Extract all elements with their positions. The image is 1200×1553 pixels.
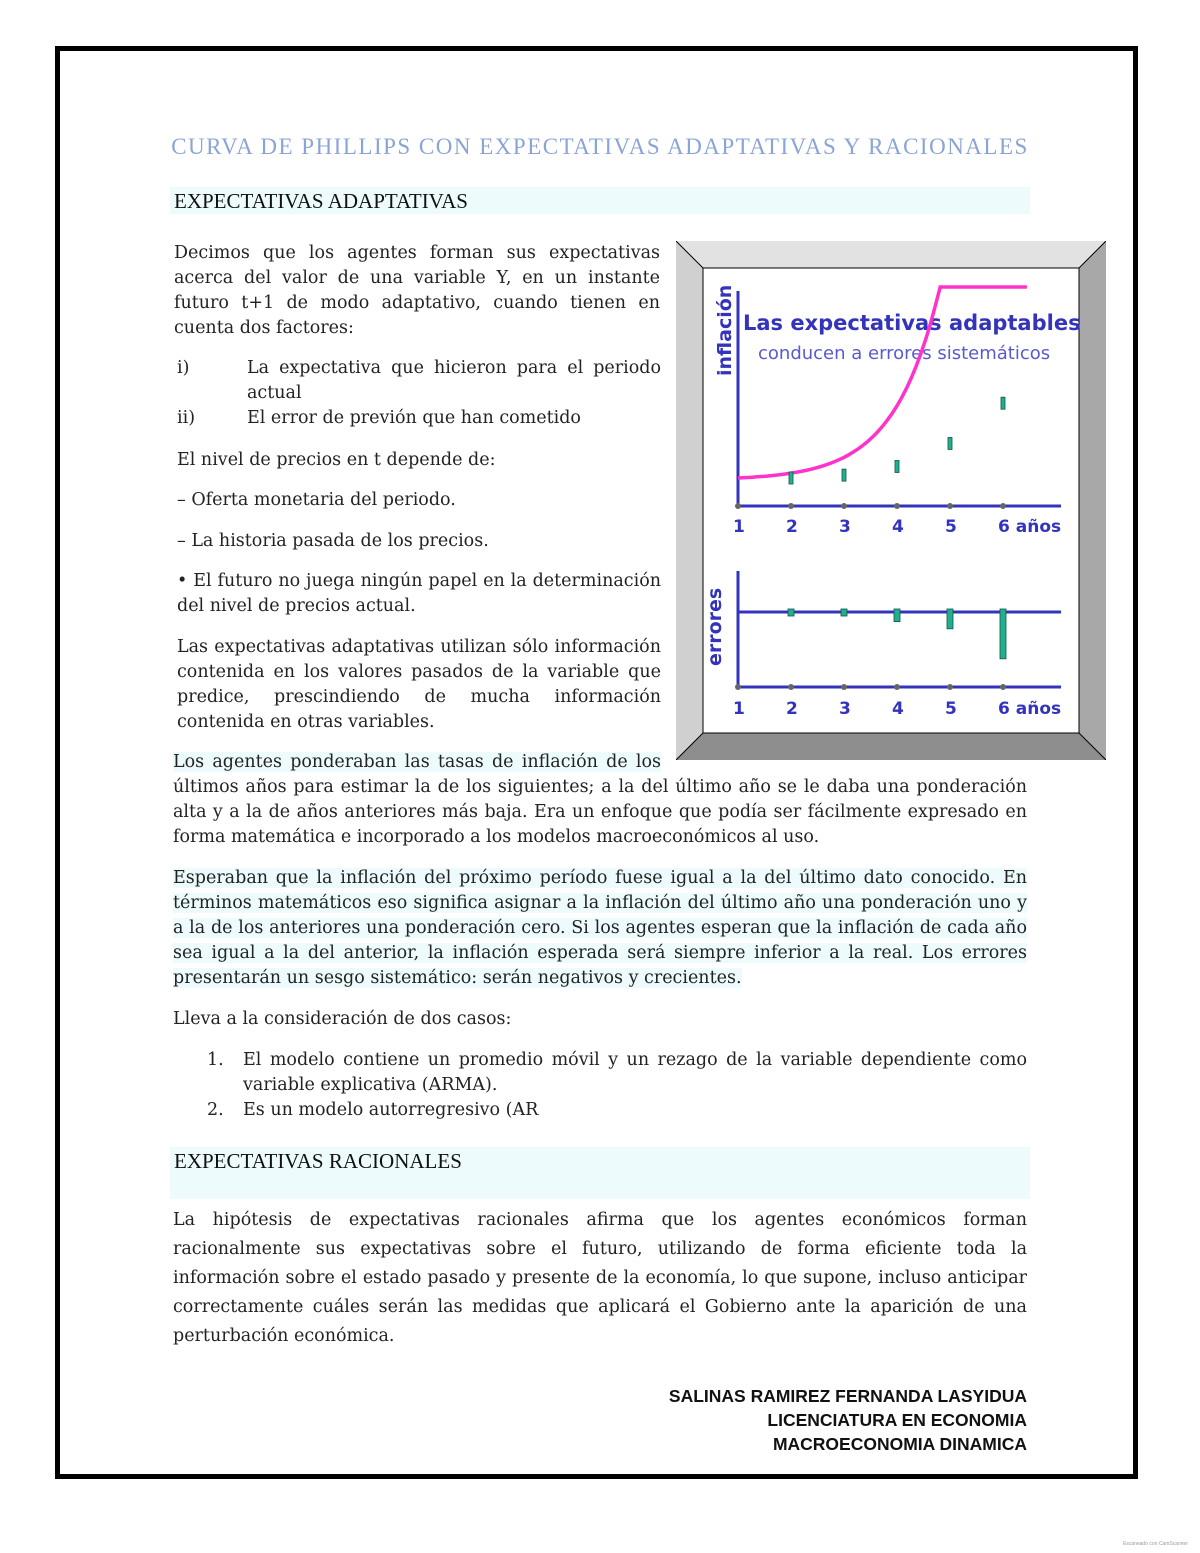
chart1-tick-label: 1: [733, 517, 745, 537]
chart1-title: Las expectativas adaptables: [743, 311, 1081, 335]
rational-text: La hipótesis de expectativas racionales afirma que los agentes económicos forman racionalmente sus expectativas sobre el futuro, utilizando de forma eficiente toda la información sobre el estado pasado y presente de la economía, lo que supone, incluso anticipar correctamente cuáles serán las medidas que aplicará el Gobierno ante la aparición de una perturbación económica.: [173, 1210, 1027, 1346]
expect-paragraph: [173, 866, 1027, 991]
chart2-tick: [788, 684, 794, 690]
chart2-tick-label: 5: [945, 699, 957, 719]
chart2-ylabel: errores: [704, 587, 726, 666]
price-item: – La historia pasada de los precios.: [177, 531, 489, 551]
price-level-intro: El nivel de precios en t depende de:: [177, 450, 496, 470]
weights-paragraph: [173, 750, 1027, 850]
weights-first-line: [173, 750, 661, 775]
factor-marker: i): [177, 358, 190, 378]
section-heading-rational: EXPECTATIVAS RACIONALES: [170, 1147, 1030, 1199]
chart2-error-bar: [841, 609, 847, 616]
intro-paragraph: [174, 241, 660, 341]
case-text: El modelo contiene un promedio móvil y un rezago de la variable dependiente como variable explicativa (ARMA).: [243, 1050, 1027, 1095]
factor-text: El error de previón que han cometido: [247, 408, 581, 428]
chart-panel: [703, 268, 1079, 733]
chart1-tick-label: 5: [945, 517, 957, 537]
chart2-tick: [894, 684, 900, 690]
weights-start: Los agentes ponderaban las tasas de inflación de los: [173, 752, 661, 772]
rational-paragraph: [173, 1206, 1027, 1351]
chart1-expected-point: [948, 437, 952, 449]
chart2-tick: [1000, 684, 1006, 690]
info-text: Las expectativas adaptativas utilizan sólo información contenida en los valores pasados de la variable que predice, prescindiendo de mucha información contenida en otras variables.: [177, 637, 661, 732]
expect-text: Esperaban que la inflación del próximo período fuese igual a la del último dato conocido. En términos matemáticos eso significa asignar a la inflación del último año una ponderación uno y a la de los anteriores una ponderación cero. Si los agentes esperan que la inflación de cada año sea igual a la del anterior, la inflación esperada será siempre inferior a la real. Los errores presentarán un sesgo sistemático: serán negativos y crecientes.: [173, 868, 1027, 988]
chart1-tick: [947, 503, 953, 509]
chart1-subtitle: conducen a errores sistemáticos: [758, 343, 1051, 364]
price-item: • El futuro no juega ningún papel en la determinación del nivel de precios actual.: [177, 571, 661, 616]
chart1-tick: [788, 503, 794, 509]
author-name: SALINAS RAMIREZ FERNANDA LASYIDUA: [668, 1386, 1027, 1406]
chart1-expected-point: [789, 472, 793, 484]
chart1-tick: [894, 503, 900, 509]
author-course: MACROECONOMIA DINAMICA: [772, 1434, 1027, 1454]
chart2-tick: [947, 684, 953, 690]
weights-text: últimos años para estimar la de los siguientes; a la del último año se le daba una ponderación alta y a la de años anteriores más baja. Era un enfoque que podía ser fácilmente expresado en forma matemática e incorporado a los modelos macroeconómicos al uso.: [173, 777, 1027, 847]
scanner-note: Escaneado con CamScanner: [1122, 1541, 1188, 1547]
chart2-tick-label: 4: [892, 699, 904, 719]
chart1-tick: [1000, 503, 1006, 509]
chart1-ylabel: inflación: [714, 284, 736, 376]
chart2-tick-label: 2: [786, 699, 798, 719]
case-marker: 2.: [207, 1100, 224, 1120]
author-degree: LICENCIATURA EN ECONOMIA: [767, 1410, 1027, 1430]
chart1-tick-label: 3: [839, 517, 851, 537]
info-paragraph: [177, 635, 661, 735]
chart2-tick-label: 1: [733, 699, 745, 719]
bevel-right: [1079, 241, 1106, 760]
chart-figure: [676, 241, 1106, 760]
chart1-tick-label: 4: [892, 517, 904, 537]
factor-marker: ii): [177, 408, 196, 428]
chart2-error-bar: [1000, 609, 1006, 659]
chart2-error-bar: [788, 609, 794, 616]
case-text: Es un modelo autorregresivo (AR: [243, 1100, 539, 1120]
price-item: – Oferta monetaria del periodo.: [177, 490, 456, 510]
page-title: CURVA DE PHILLIPS CON EXPECTATIVAS ADAPTATIVAS Y RACIONALES: [171, 134, 1029, 159]
bevel-top: [676, 241, 1106, 268]
chart2-tick: [841, 684, 847, 690]
bevel-left: [676, 241, 703, 760]
chart1-tick: [735, 503, 741, 509]
chart1-expected-point: [895, 460, 899, 472]
chart2-error-bar: [947, 609, 953, 629]
author-block: [669, 1384, 1027, 1456]
chart2-tick-label: 6 años: [998, 699, 1062, 719]
section-heading-adaptive: EXPECTATIVAS ADAPTATIVAS: [170, 187, 1030, 214]
chart2-error-bar: [894, 609, 900, 622]
case-marker: 1.: [207, 1050, 224, 1070]
chart1-tick-label: 2: [786, 517, 798, 537]
factor-text: La expectativa que hicieron para el periodo actual: [247, 358, 661, 403]
bevel-bottom: [676, 733, 1106, 760]
chart1-tick-label: 6 años: [998, 517, 1062, 537]
chart2-tick-label: 3: [839, 699, 851, 719]
cases-intro: Lleva a la consideración de dos casos:: [173, 1009, 512, 1029]
chart1-expected-point: [842, 469, 846, 481]
chart2-tick: [735, 684, 741, 690]
intro-text: Decimos que los agentes forman sus expectativas acerca del valor de una variable Y, en un instante futuro t+1 de modo adaptativo, cuando tienen en cuenta dos factores:: [174, 243, 660, 338]
chart1-tick: [841, 503, 847, 509]
chart1-expected-point: [1001, 397, 1005, 409]
chart-svg: [676, 241, 1106, 760]
